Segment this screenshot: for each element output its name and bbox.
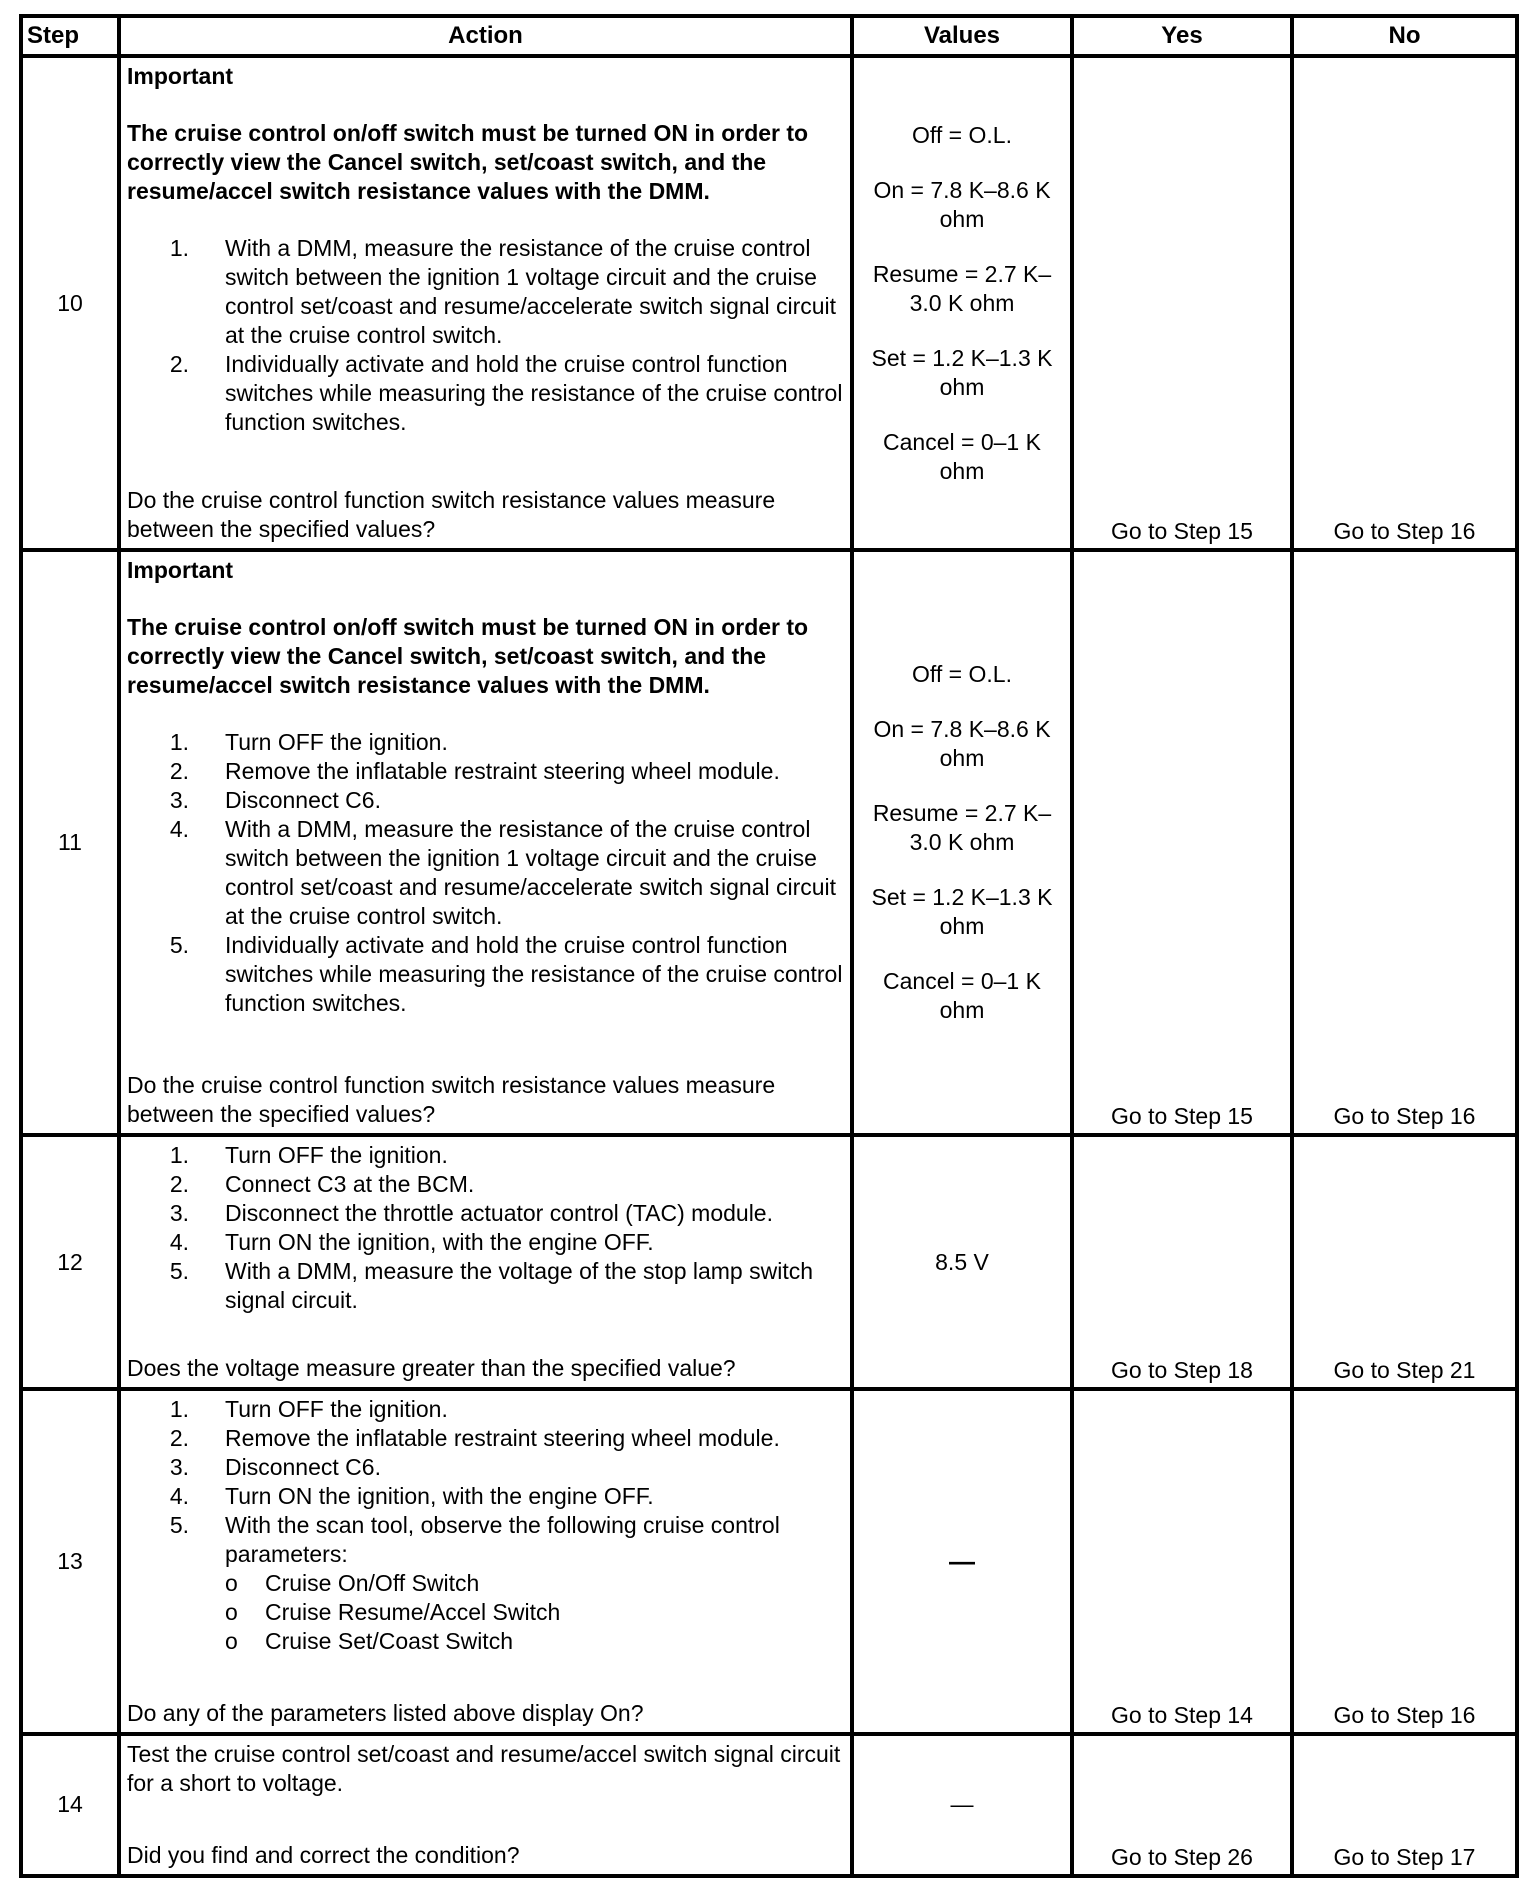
list-item: 1. With a DMM, measure the resistance of the cruise control switch between the ignition 1 voltage circuit and the cruise control set/coast and resume/accelerate switch signal circuit at the cruise control switch.: [169, 235, 837, 348]
action-cell: [119, 56, 852, 550]
table-row-step-14: [21, 1734, 1517, 1876]
parameter-item: o Cruise Set/Coast Switch: [225, 1628, 513, 1655]
header-values: Values: [852, 16, 1072, 56]
yes-cell: Go to Step 26: [1072, 1734, 1292, 1876]
yes-cell: Go to Step 15: [1072, 550, 1292, 1135]
important-text: The cruise control on/off switch must be turned ON in order to correctly view the Cancel switch, set/coast switch, and the resume/accel switch resistance values with the DMM.: [127, 120, 809, 204]
question-text: Do the cruise control function switch resistance values measure between the specified values?: [127, 1072, 776, 1128]
list-item-text: With the scan tool, observe the following cruise control parameters:: [225, 1512, 780, 1568]
value-cancel: Cancel = 0–1 K ohm: [883, 968, 1041, 1024]
list-item: 5. With a DMM, measure the voltage of the stop lamp switch signal circuit.: [169, 1258, 814, 1314]
list-item: 5. Individually activate and hold the cruise control function switches while measuring the resistance of the cruise control function switches.: [169, 932, 843, 1017]
action-cell: [119, 1734, 852, 1876]
table-row-step-13: [21, 1389, 1517, 1734]
value-off: Off = O.L.: [912, 121, 1012, 148]
bullet-icon: o: [225, 1570, 238, 1597]
bullet-icon: o: [225, 1628, 238, 1655]
question-text: Did you find and correct the condition?: [127, 1842, 520, 1868]
header-yes: Yes: [1072, 16, 1292, 56]
parameter-list: [225, 1569, 844, 1656]
procedure-list: [127, 1141, 844, 1315]
step-number: 13: [21, 1389, 119, 1734]
list-item: 1. Turn OFF the ignition.: [169, 1396, 448, 1423]
value-cancel: Cancel = 0–1 K ohm: [883, 428, 1041, 484]
step-number: 12: [21, 1135, 119, 1389]
step-number: 14: [21, 1734, 119, 1876]
step-number: 10: [21, 56, 119, 550]
header-no: No: [1292, 16, 1517, 56]
action-cell: [119, 1389, 852, 1734]
parameter-item: o Cruise Resume/Accel Switch: [225, 1599, 561, 1626]
diagnostic-table-sheet: [19, 14, 1515, 1878]
value-resume: Resume = 2.7 K–3.0 K ohm: [872, 260, 1052, 316]
list-item: 2. Remove the inflatable restraint steering wheel module.: [169, 758, 780, 785]
value-on: On = 7.8 K–8.6 K ohm: [873, 176, 1051, 232]
important-title: Important: [127, 63, 234, 89]
action-cell: [119, 550, 852, 1135]
table-row-step-11: [21, 550, 1517, 1135]
list-item: 4. Turn ON the ignition, with the engine OFF.: [169, 1483, 654, 1510]
parameter-item: o Cruise On/Off Switch: [225, 1570, 480, 1597]
procedure-list: [127, 1395, 844, 1656]
value-on: On = 7.8 K–8.6 K ohm: [873, 716, 1051, 772]
yes-cell: Go to Step 15: [1072, 56, 1292, 550]
values-cell: [852, 550, 1072, 1135]
table-row-step-10: [21, 56, 1517, 550]
values-cell: 8.5 V: [852, 1135, 1072, 1389]
values-cell: —: [852, 1734, 1072, 1876]
list-item: 2. Remove the inflatable restraint steering wheel module.: [169, 1425, 780, 1452]
header-step: Step: [21, 16, 119, 56]
values-cell: [852, 56, 1072, 550]
value-off: Off = O.L.: [912, 661, 1012, 688]
bullet-icon: o: [225, 1599, 238, 1626]
list-item: 2. Connect C3 at the BCM.: [169, 1171, 475, 1198]
list-item: 4. Turn ON the ignition, with the engine OFF.: [169, 1229, 654, 1256]
list-item: 2. Individually activate and hold the cruise control function switches while measuring the resistance of the cruise control function switches.: [169, 351, 843, 435]
step-number: 11: [21, 550, 119, 1135]
list-item: 3. Disconnect the throttle actuator control (TAC) module.: [169, 1200, 773, 1227]
header-row: [21, 16, 1517, 56]
yes-cell: Go to Step 14: [1072, 1389, 1292, 1734]
list-item: 5. With the scan tool, observe the following cruise control parameters: o Cruise On/Off Switch o Cruise Resume/Accel Switch o Cruise Set/Coast Switch: [127, 1511, 844, 1656]
value-set: Set = 1.2 K–1.3 K ohm: [871, 344, 1053, 400]
question-text: Does the voltage measure greater than the specified value?: [127, 1355, 736, 1382]
list-item: 1. Turn OFF the ignition.: [169, 1142, 448, 1169]
action-text: Test the cruise control set/coast and resume/accel switch signal circuit for a short to voltage.: [127, 1740, 841, 1796]
no-cell: Go to Step 16: [1292, 1389, 1517, 1734]
question-text: Do any of the parameters listed above display On?: [127, 1699, 644, 1726]
list-item: 3. Disconnect C6.: [169, 1454, 381, 1481]
value-resume: Resume = 2.7 K–3.0 K ohm: [872, 800, 1052, 856]
diagnostic-table: [19, 14, 1519, 1878]
list-item: 4. With a DMM, measure the resistance of the cruise control switch between the ignition 1 voltage circuit and the cruise control set/coast and resume/accelerate switch signal circuit at the cruise control switch.: [169, 816, 837, 930]
procedure-list: [127, 234, 844, 437]
important-text: The cruise control on/off switch must be turned ON in order to correctly view the Cancel switch, set/coast switch, and the resume/accel switch resistance values with the DMM.: [127, 614, 809, 699]
header-action: Action: [119, 16, 852, 56]
action-cell: [119, 1135, 852, 1389]
table-row-step-12: [21, 1135, 1517, 1389]
no-cell: Go to Step 21: [1292, 1135, 1517, 1389]
values-cell: —: [852, 1389, 1072, 1734]
no-cell: Go to Step 17: [1292, 1734, 1517, 1876]
list-item: 1. Turn OFF the ignition.: [169, 729, 448, 756]
question-text: Do the cruise control function switch resistance values measure between the specified values?: [127, 487, 776, 543]
no-cell: Go to Step 16: [1292, 56, 1517, 550]
list-item: 3. Disconnect C6.: [169, 787, 381, 814]
no-cell: Go to Step 16: [1292, 550, 1517, 1135]
important-title: Important: [127, 557, 234, 584]
value-set: Set = 1.2 K–1.3 K ohm: [871, 884, 1053, 940]
yes-cell: Go to Step 18: [1072, 1135, 1292, 1389]
procedure-list: [127, 728, 844, 1018]
